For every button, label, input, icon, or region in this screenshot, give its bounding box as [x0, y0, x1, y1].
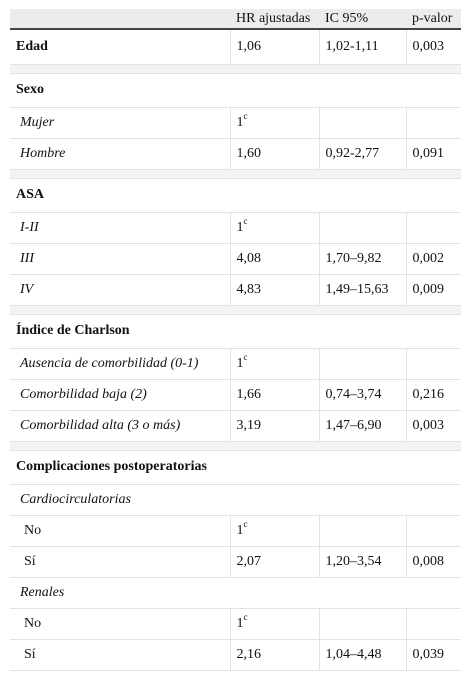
hr-value: 1,60: [230, 138, 319, 169]
hr-value: 1$^c$: [230, 515, 319, 546]
header-ic: IC 95%: [319, 9, 406, 29]
p-value: [406, 107, 461, 138]
section-title: Índice de Charlson: [10, 314, 461, 348]
row-label: IV: [10, 274, 230, 305]
table-row: [10, 546, 461, 577]
ic-value: 1,47–6,90: [319, 410, 406, 441]
hr-value: 1$^c$: [230, 107, 319, 138]
table-row: [10, 138, 461, 169]
p-value: 0,039: [406, 639, 461, 670]
ic-value: 1,49–15,63: [319, 274, 406, 305]
ic-value: [319, 608, 406, 639]
row-label: No: [10, 515, 230, 546]
row-label: Edad: [10, 29, 230, 64]
table-row: [10, 212, 461, 243]
p-value: 0,009: [406, 274, 461, 305]
table-row: [10, 515, 461, 546]
ic-value: 1,70–9,82: [319, 243, 406, 274]
section-title: Sexo: [10, 73, 461, 107]
subsection-cardiocirculatorias: [10, 484, 461, 515]
section-complicaciones: [10, 450, 461, 484]
table-row: [10, 348, 461, 379]
ic-value: [319, 107, 406, 138]
table-row: [10, 107, 461, 138]
header-variable: [10, 9, 230, 29]
spacer-row: [10, 169, 461, 178]
hr-value: 4,83: [230, 274, 319, 305]
row-label: Comorbilidad alta (3 o más): [10, 410, 230, 441]
p-value: 0,002: [406, 243, 461, 274]
row-label: Mujer: [10, 107, 230, 138]
ic-value: 0,92-2,77: [319, 138, 406, 169]
p-value: 0,216: [406, 379, 461, 410]
row-label: No: [10, 608, 230, 639]
row-label: Hombre: [10, 138, 230, 169]
hr-value: 4,08: [230, 243, 319, 274]
hr-value: 1$^c$: [230, 348, 319, 379]
row-label: Sí: [10, 639, 230, 670]
p-value: [406, 515, 461, 546]
p-value: 0,091: [406, 138, 461, 169]
p-value: 0,008: [406, 546, 461, 577]
table-row: [10, 379, 461, 410]
ic-value: 1,04–4,48: [319, 639, 406, 670]
section-charlson: [10, 314, 461, 348]
table-row: [10, 639, 461, 670]
table-row: [10, 608, 461, 639]
ic-value: [319, 515, 406, 546]
header-pvalue: p-valor: [406, 9, 461, 29]
hr-value: 2,07: [230, 546, 319, 577]
spacer-row: [10, 64, 461, 73]
hazard-ratio-table: [10, 9, 461, 671]
header-hr: HR ajustadas: [230, 9, 319, 29]
table-row-edad: [10, 29, 461, 64]
hr-value: 1,06: [230, 29, 319, 64]
hr-value: 1$^c$: [230, 608, 319, 639]
spacer-row: [10, 305, 461, 314]
ic-value: 0,74–3,74: [319, 379, 406, 410]
ic-value: [319, 212, 406, 243]
header-row: [10, 9, 461, 29]
section-sexo: [10, 73, 461, 107]
row-label: III: [10, 243, 230, 274]
table-row: [10, 274, 461, 305]
results-table-container: [10, 9, 461, 671]
section-asa: [10, 178, 461, 212]
subsection-renales: [10, 577, 461, 608]
p-value: 0,003: [406, 29, 461, 64]
ic-value: [319, 348, 406, 379]
p-value: [406, 608, 461, 639]
row-label: I-II: [10, 212, 230, 243]
table-row: [10, 243, 461, 274]
ic-value: 1,20–3,54: [319, 546, 406, 577]
spacer-row: [10, 441, 461, 450]
hr-value: 1$^c$: [230, 212, 319, 243]
hr-value: 1,66: [230, 379, 319, 410]
hr-value: 2,16: [230, 639, 319, 670]
section-title: Complicaciones postoperatorias: [10, 450, 461, 484]
p-value: [406, 212, 461, 243]
subsection-title: Renales: [10, 577, 461, 608]
row-label: Ausencia de comorbilidad (0-1): [10, 348, 230, 379]
hr-value: 3,19: [230, 410, 319, 441]
ic-value: 1,02-1,11: [319, 29, 406, 64]
row-label: Comorbilidad baja (2): [10, 379, 230, 410]
p-value: 0,003: [406, 410, 461, 441]
table-row: [10, 410, 461, 441]
row-label: Sí: [10, 546, 230, 577]
p-value: [406, 348, 461, 379]
subsection-title: Cardiocirculatorias: [10, 484, 461, 515]
section-title: ASA: [10, 178, 461, 212]
